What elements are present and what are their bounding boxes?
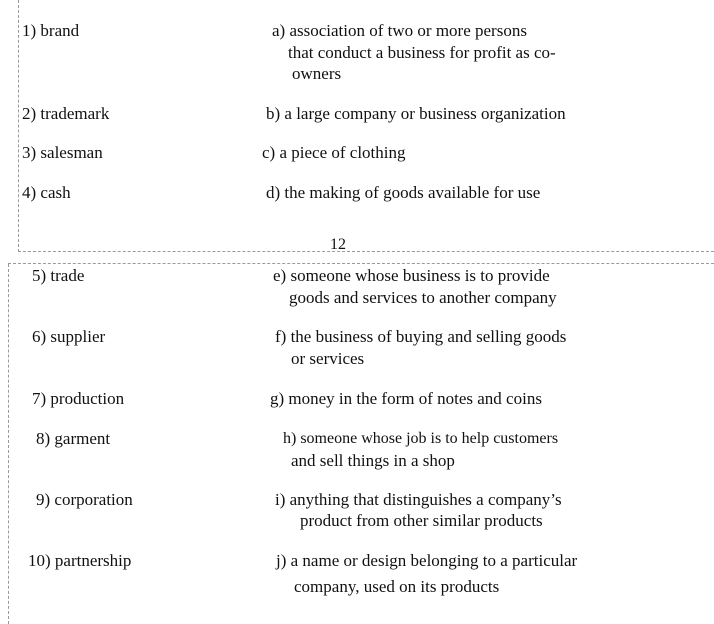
definition-line: f) the business of buying and selling goods bbox=[275, 327, 567, 346]
definition-line: j) a name or design belonging to a particular bbox=[276, 551, 578, 570]
definition-line: owners bbox=[292, 64, 342, 83]
definition-line: or services bbox=[291, 349, 365, 368]
definition-line: and sell things in a shop bbox=[291, 451, 455, 470]
term-item: 3) salesman bbox=[22, 143, 103, 162]
bottom-page-left-border bbox=[8, 264, 9, 624]
definition-line: b) a large company or business organization bbox=[266, 104, 566, 123]
term-item: 6) supplier bbox=[32, 327, 106, 346]
definition-line: that conduct a business for profit as co- bbox=[288, 43, 556, 62]
term-item: 8) garment bbox=[36, 429, 111, 448]
definition-line: g) money in the form of notes and coins bbox=[270, 389, 542, 408]
top-page-left-border bbox=[18, 0, 19, 252]
definition-line: goods and services to another company bbox=[289, 288, 557, 307]
definition-line: e) someone whose business is to provide bbox=[273, 266, 550, 285]
term-item: 5) trade bbox=[32, 266, 85, 285]
definition-line: a) association of two or more persons bbox=[272, 21, 527, 40]
term-item: 1) brand bbox=[22, 21, 80, 40]
definition-line: company, used on its products bbox=[294, 577, 500, 596]
page-break-line-bottom bbox=[8, 263, 714, 264]
term-item: 4) cash bbox=[22, 183, 71, 202]
term-item: 9) corporation bbox=[36, 490, 133, 509]
term-item: 2) trademark bbox=[22, 104, 110, 123]
term-item: 10) partnership bbox=[28, 551, 132, 570]
page-number: 12 bbox=[330, 236, 346, 253]
definition-line: c) a piece of clothing bbox=[262, 143, 406, 162]
definition-line: d) the making of goods available for use bbox=[266, 183, 541, 202]
term-item: 7) production bbox=[32, 389, 125, 408]
definition-line: product from other similar products bbox=[300, 511, 543, 530]
definition-line: i) anything that distinguishes a company’s bbox=[275, 490, 562, 509]
definition-line: h) someone whose job is to help customers bbox=[283, 430, 559, 447]
page-break-line-top bbox=[18, 251, 714, 252]
